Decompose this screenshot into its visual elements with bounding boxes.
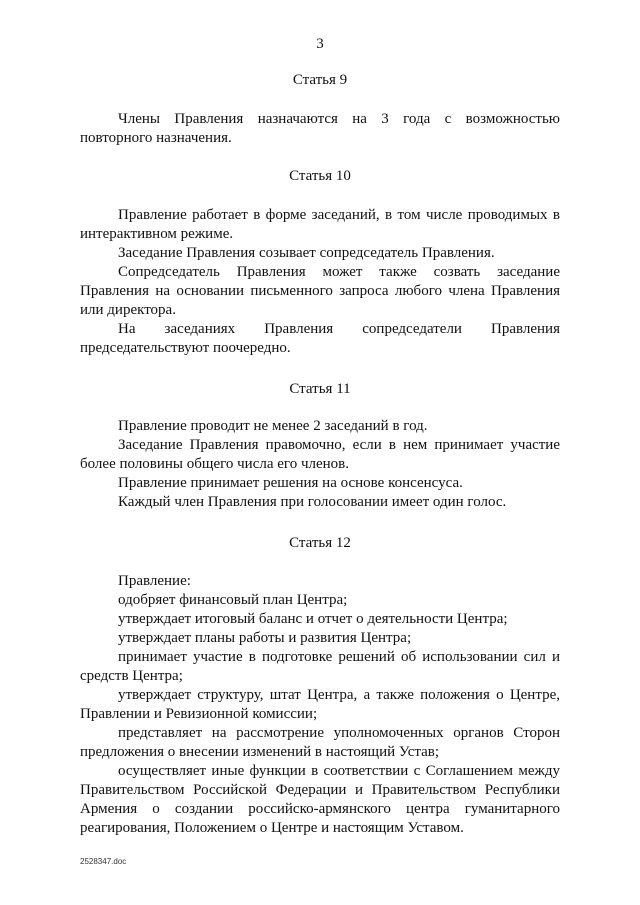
article-12-body [80,572,560,838]
paragraph: представляет на рассмотрение уполномоченных органов Сторон предложения о внесении изменений в настоящий Устав; [80,725,560,760]
page-number: 3 [316,36,324,52]
article-9-body [80,110,560,148]
paragraph: Заседание Правления правомочно, если в нем принимает участие более половины общего числа его членов. [80,437,560,472]
paragraph: Сопредседатель Правления может также созвать заседание Правления на основании письменного запроса любого члена Правления или директора. [80,264,560,318]
paragraph: Члены Правления назначаются на 3 года с возможностью повторного назначения. [80,111,560,146]
article-9-title: Статья 9 [292,72,348,88]
paragraph: утверждает планы работы и развития Центра; [118,630,412,646]
paragraph: На заседаниях Правления сопредседатели Правления председательствуют поочередно. [80,321,560,356]
paragraph: Правление работает в форме заседаний, в том числе проводимых в интерактивном режиме. [80,207,560,242]
article-11-body [80,417,560,512]
paragraph: Правление проводит не менее 2 заседаний в год. [118,418,428,434]
paragraph: осуществляет иные функции в соответствии с Соглашением между Правительством Российской Федерации и Правительством Республики Армения о создании российско-армянского центра гуманитарного реагирования, Положением о Центре и настоящим Уставом. [80,763,560,836]
article-10-body [80,206,560,358]
paragraph: утверждает итоговый баланс и отчет о деятельности Центра; [118,611,508,627]
paragraph: одобряет финансовый план Центра; [118,592,348,608]
article-10-title: Статья 10 [289,168,351,184]
paragraph: Каждый член Правления при голосовании имеет один голос. [118,494,507,510]
article-11-title: Статья 11 [289,381,351,397]
paragraph: Правление принимает решения на основе консенсуса. [118,475,463,491]
paragraph: Правление: [118,573,191,589]
paragraph: Заседание Правления созывает сопредседатель Правления. [118,245,495,261]
document-filename: 2528347.doc [80,857,127,866]
paragraph: утверждает структуру, штат Центра, а также положения о Центре, Правлении и Ревизионной комиссии; [80,687,560,722]
paragraph: принимает участие в подготовке решений об использовании сил и средств Центра; [80,649,560,684]
article-12-title: Статья 12 [289,535,351,551]
